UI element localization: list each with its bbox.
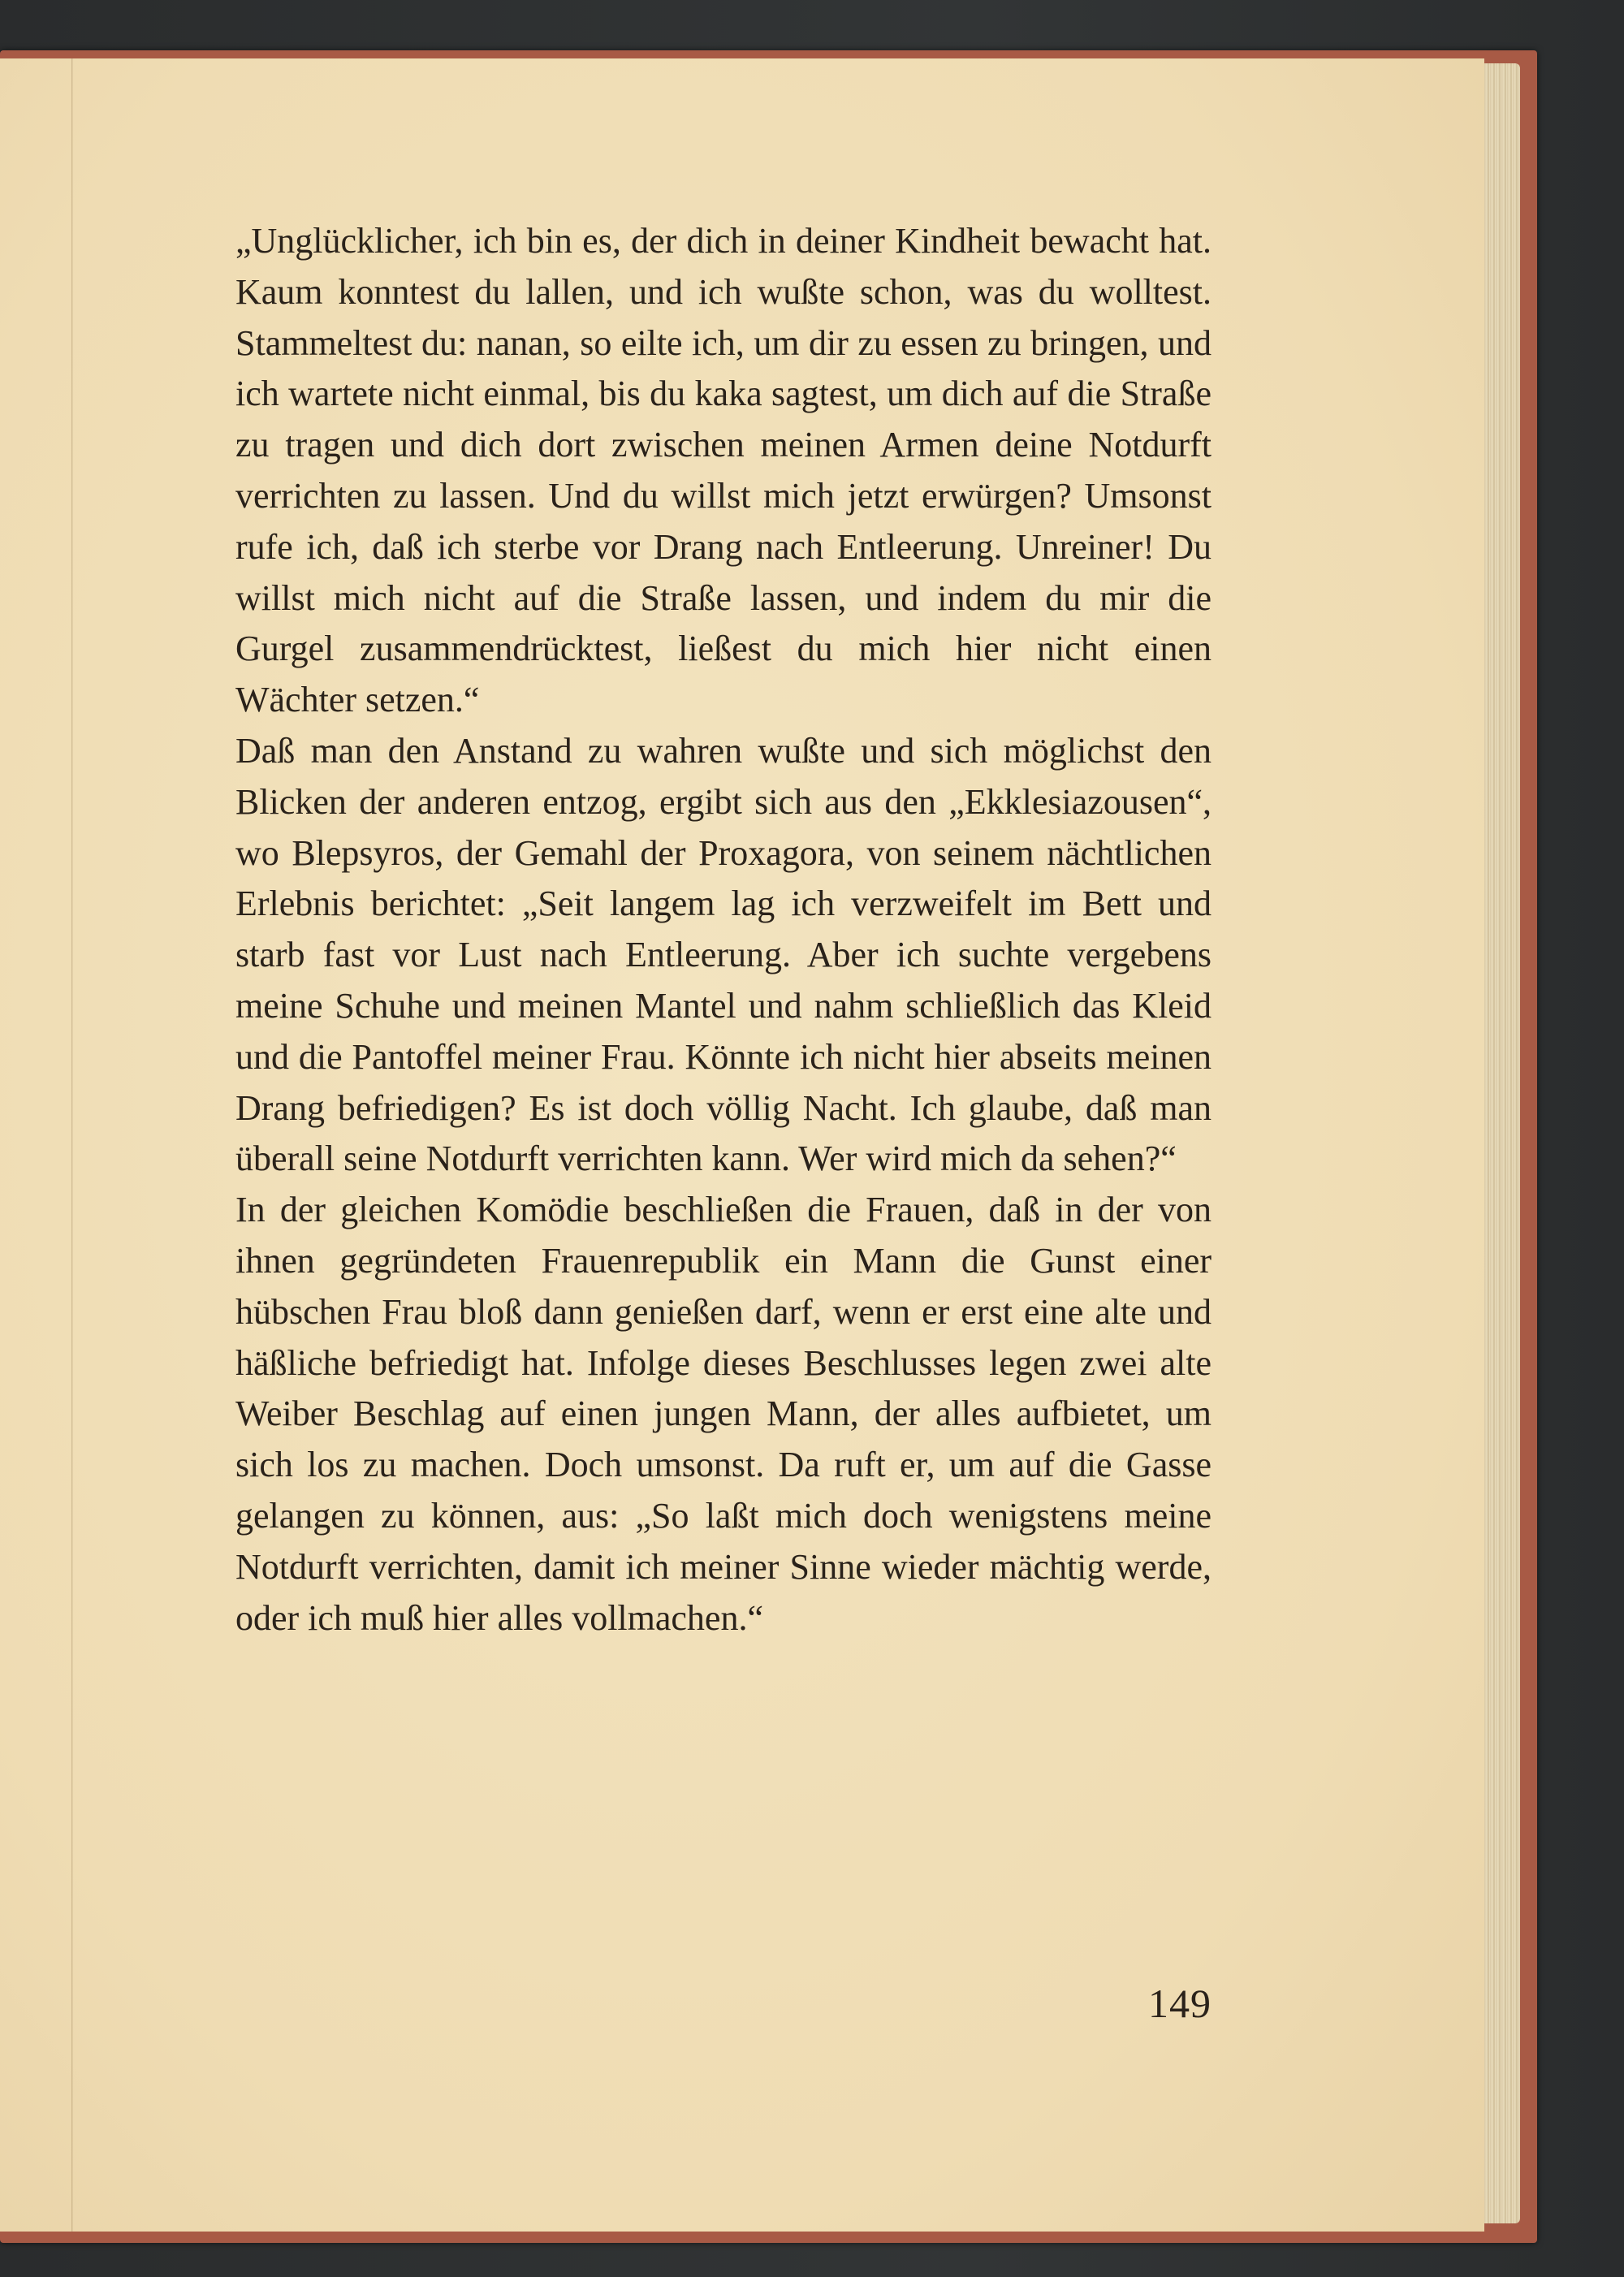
gutter-line <box>71 58 73 2232</box>
paragraph-1: „Unglücklicher, ich bin es, der dich in deiner Kindheit bewacht hat. Kaum konntest du lallen, und ich wußte schon, was du wolltest. Stammeltest du: nanan, so eilte ich, um dir zu essen zu bringen, und ich wartete nicht einmal, bis du kaka sagtest, um dich auf die Straße zu tragen und dich dort zwischen meinen Armen deine Notdurft verrichten zu lassen. Und du willst mich jetzt erwürgen? Umsonst rufe ich, daß ich sterbe vor Drang nach Entleerung. Unreiner! Du willst mich nicht auf die Straße lassen, und indem du mir die Gurgel zusammendrücktest, ließest du mich hier nicht einen Wächter setzen.“ <box>235 221 1212 720</box>
page-number: 149 <box>1148 1981 1212 2026</box>
paragraph-3: In der gleichen Komödie beschließen die Frauen, daß in der von ihnen gegründeten Frauenrepublik ein Mann die Gunst einer hübschen Frau bloß dann genießen darf, wenn er erst eine alte und häßliche befriedigt hat. Infolge dieses Beschlusses legen zwei alte Weiber Beschlag auf einen jungen Mann, der alles aufbietet, um sich los zu machen. Doch umsonst. Da ruft er, um auf die Gasse gelangen zu können, aus: „So laßt mich doch wenigstens meine Notdurft verrichten, damit ich meiner Sinne wieder mächtig werde, oder ich muß hier alles vollmachen.“ <box>235 1190 1212 1638</box>
page-text <box>235 216 1212 1644</box>
paragraph-2: Daß man den Anstand zu wahren wußte und sich möglichst den Blicken der anderen entzog, ergibt sich aus den „Ekklesiazousen“, wo Blepsyros, der Gemahl der Proxagora, von seinem nächtlichen Erlebnis berichtet: „Seit langem lag ich verzweifelt im Bett und starb fast vor Lust nach Entleerung. Aber ich suchte vergebens meine Schuhe und meinen Mantel und nahm schließlich das Kleid und die Pantoffel meiner Frau. Könnte ich nicht hier abseits meinen Drang befriedigen? Es ist doch völlig Nacht. Ich glaube, daß man überall seine Notdurft verrichten kann. Wer wird mich da sehen?“ <box>235 730 1212 1179</box>
